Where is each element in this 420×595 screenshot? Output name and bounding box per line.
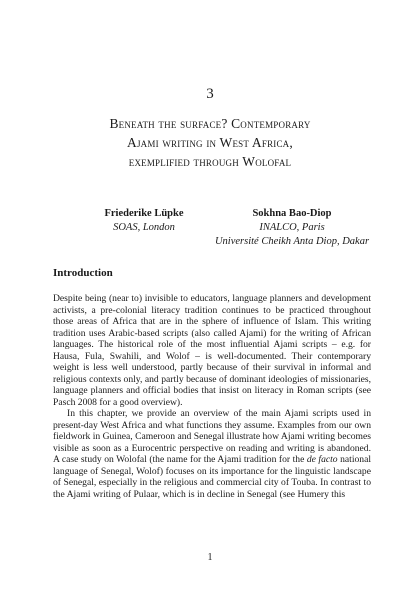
body-text	[53, 293, 371, 500]
chapter-number: 3	[206, 86, 214, 102]
text-run: Despite being (near to) invisible to educators, language planners and development activists, a pre-colonial literacy tradition continues to be practiced throughout those areas of Africa that are in the sphere of influence of Islam. This writing tradition uses Arabic-based scripts (also called Ajami) for the writing of African languages. The historical role of the most influential Ajami scripts – e.g. for Hausa, Fula, Swahili, and Wolof – is well-documented. Their contemporary weight is less well understood, partly because of their survival in informal and religious contexts only, and partly because of dominant ideologies of missionaries, language planners and official bodies that insist on literacy in Roman scripts (see Pasch 2008 for a good overview).	[53, 293, 371, 408]
author-name: Sokhna Bao-Diop	[252, 208, 332, 219]
author-block-1	[84, 207, 204, 235]
text-run: national language of Senegal, Wolof) focuses on its importance for the linguistic landscape of Senegal, especially in the religious and commercial city of Touba. In contrast to the Ajami writing of Pulaar, which is in decline in Senegal (see Humery this	[53, 454, 372, 500]
text-run: In this chapter, we provide an overview of the main Ajami scripts used in present-day West Africa and what functions they assume. Examples from our own fieldwork in Guinea, Cameroon and Senegal illustrate how Ajami writing becomes visible as soon as a Eurocentric perspective on reading and writing is abandoned. A case study on Wolofal (the name for the Ajami tradition for the	[53, 408, 371, 465]
author-affiliation: SOAS, London	[113, 222, 175, 233]
chapter-title-line: Ajami writing in West Africa,	[127, 135, 293, 150]
chapter-title	[40, 114, 380, 171]
body-paragraph	[53, 408, 371, 500]
chapter-title-line: Beneath the surface? Contemporary	[109, 116, 311, 131]
chapter-title-line: exemplified through Wolofal	[128, 154, 292, 169]
page-number: 1	[207, 552, 213, 563]
author-name: Friederike Lüpke	[104, 208, 184, 219]
body-paragraph	[53, 293, 371, 408]
italic-run: de facto	[306, 454, 338, 465]
author-affiliation: INALCO, Paris	[259, 222, 325, 233]
section-heading: Introduction	[53, 267, 113, 279]
author-affiliation: Université Cheikh Anta Diop, Dakar	[214, 236, 370, 247]
author-block-2	[208, 207, 376, 249]
